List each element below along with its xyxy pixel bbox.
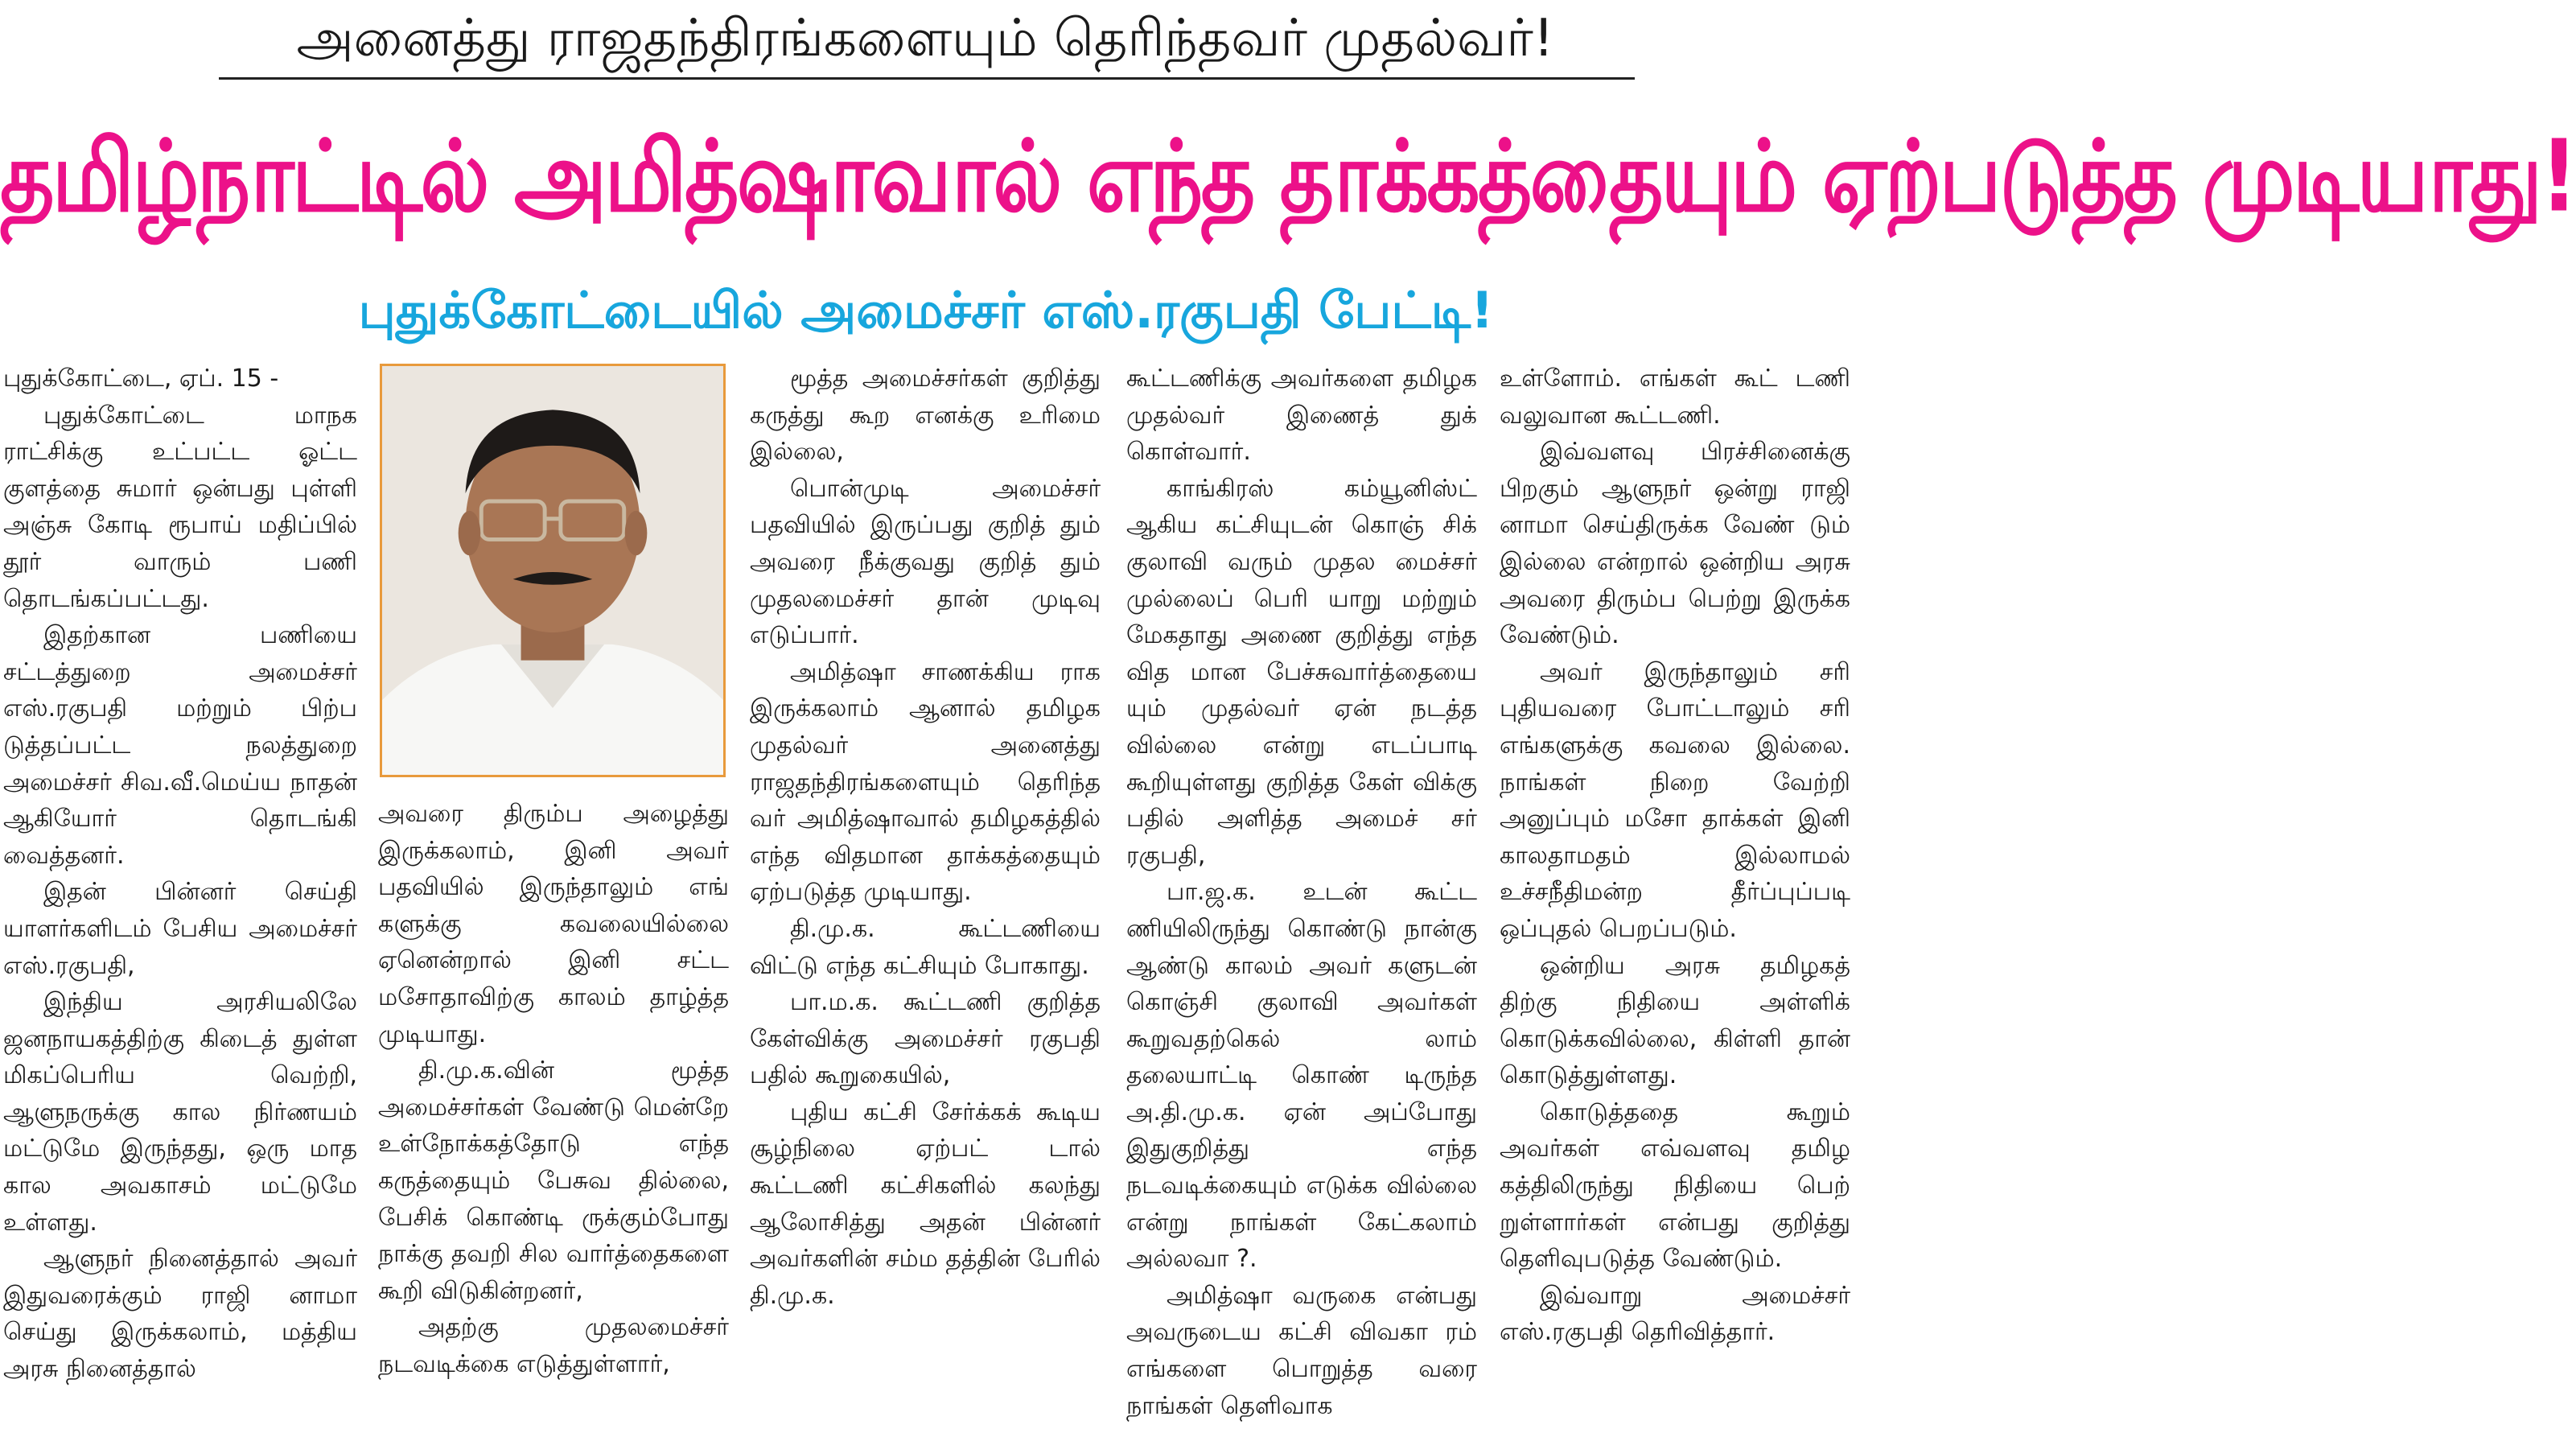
- paragraph: ஆளுநர் நினைத்தால் அவர் இதுவரைக்கும் ராஜி னாமா செய்து இருக்கலாம், மத்திய அரசு நினைத்தால்: [3, 1245, 357, 1384]
- paragraph: தி.மு.க.வின் மூத்த அமைச்சர்கள் வேண்டு மென்றே உள்நோக்கத்தோடு எந்த கருத்தையும் பேசுவ தில்லை, பேசிக் கொண்டி ருக்கும்போது நாக்கு தவறி சில வார்த்தைகளை கூறி விடுகின்றனர்,: [378, 1056, 729, 1305]
- paragraph: அவர் இருந்தாலும் சரி புதியவரை போட்டாலும் சரி எங்களுக்கு கவலை இல்லை. நாங்கள் நிறை வேற்றி அனுப்பும் மசோ தாக்கள் இனி காலதாமதம் இல்லாமல் உச்சநீதிமன்ற தீர்ப்புப்படி ஒப்புதல் பெறப்படும்.: [1500, 657, 1850, 943]
- paragraph: உள்ளோம். எங்கள் கூட் டணி வலுவான கூட்டணி.: [1500, 364, 1850, 430]
- paragraph: ஒன்றிய அரசு தமிழகத் திற்கு நிதியை அள்ளிக் கொடுக்கவில்லை, கிள்ளி தான் கொடுத்துள்ளது.: [1500, 951, 1850, 1090]
- main-headline: தமிழ்நாட்டில் அமித்ஷாவால் எந்த தாக்கத்தையும் ஏற்படுத்த முடியாது!: [0, 118, 2576, 234]
- paragraph: புதுக்கோட்டை மாநக ராட்சிக்கு உட்பட்ட ஓட்ட குளத்தை சுமார் ஒன்பது புள்ளி அஞ்சு கோடி ரூபாய் மதிப்பில் தூர் வாரும் பணி தொடங்கப்பட்டது.: [3, 401, 357, 613]
- paragraph: பா.ம.க. கூட்டணி குறித்த கேள்விக்கு அமைச்சர் ரகுபதி பதில் கூறுகையில்,: [750, 988, 1101, 1090]
- paragraph: மூத்த அமைச்சர்கள் குறித்து கருத்து கூற எனக்கு உரிமை இல்லை,: [750, 364, 1101, 467]
- paragraph: பா.ஜ.க. உடன் கூட்ட ணியிலிருந்து கொண்டு நான்கு ஆண்டு காலம் அவர் களுடன் கொஞ்சி குலாவி அவர்கள் கூறுவதற்கெல் லாம் தலையாட்டி கொண் டிருந்த அ.தி.மு.க. ஏன் அப்போது இதுகுறித்து எந்த நடவடிக்கையும் எடுக்க வில்லை என்று நாங்கள் கேட்கலாம் அல்லவா ?.: [1126, 878, 1477, 1274]
- paragraph: அதற்கு முதலமைச்சர் நடவடிக்கை எடுத்துள்ளார்,: [378, 1313, 729, 1378]
- article-column-3: [750, 360, 1101, 1437]
- article-column-1: [3, 360, 357, 1437]
- kicker-underline: [219, 77, 1635, 80]
- paragraph: இதற்கான பணியை சட்டத்துறை அமைச்சர் எஸ்.ரகுபதி மற்றும் பிற்ப டுத்தப்பட்ட நலத்துறை அமைச்சர் சிவ.வீ.மெய்ய நாதன் ஆகியோர் தொடங்கி வைத்தனர்.: [3, 621, 357, 870]
- paragraph: இவ்வாறு அமைச்சர் எஸ்.ரகுபதி தெரிவித்தார்.: [1500, 1281, 1850, 1347]
- paragraph: அமித்ஷா சாணக்கிய ராக இருக்கலாம் ஆனால் தமிழக முதல்வர் அனைத்து ராஜதந்திரங்களையும் தெரிந்த வர் அமித்ஷாவால் தமிழகத்தில் எந்த விதமான தாக்கத்தையும் ஏற்படுத்த முடியாது.: [750, 657, 1101, 907]
- paragraph: புதிய கட்சி சேர்க்கக் கூடிய சூழ்நிலை ஏற்பட் டால் கூட்டணி கட்சிகளில் கலந்து ஆலோசித்து அதன் பின்னர் அவர்களின் சம்ம தத்தின் பேரில் தி.மு.க.: [750, 1097, 1101, 1310]
- article-column-4: [1126, 360, 1477, 1437]
- article-column-5: [1500, 360, 1850, 1437]
- portrait-photo-icon: [382, 366, 723, 775]
- paragraph: பொன்முடி அமைச்சர் பதவியில் இருப்பது குறித் தும் அவரை நீக்குவது குறித் தும் முதலமைச்சர் தான் முடிவு எடுப்பார்.: [750, 474, 1101, 650]
- paragraph: அவரை திரும்ப அழைத்து இருக்கலாம், இனி அவர் பதவியில் இருந்தாலும் எங் களுக்கு கவலையில்லை ஏனென்றால் இனி சட்ட மசோதாவிற்கு காலம் தாழ்த்த முடியாது.: [378, 800, 729, 1048]
- paragraph: இதன் பின்னர் செய்தி யாளர்களிடம் பேசிய அமைச்சர் எஸ்.ரகுபதி,: [3, 878, 357, 980]
- paragraph: தி.மு.க. கூட்டணியை விட்டு எந்த கட்சியும் போகாது.: [750, 914, 1101, 980]
- dateline: புதுக்கோட்டை, ஏப். 15 -: [3, 364, 279, 393]
- paragraph: கொடுத்ததை கூறும் அவர்கள் எவ்வளவு தமிழ கத்திலிருந்து நிதியை பெற் றுள்ளார்கள் என்பது குறித்து தெளிவுபடுத்த வேண்டும்.: [1500, 1097, 1850, 1274]
- minister-photo: [380, 364, 726, 777]
- paragraph: அமித்ஷா வருகை என்பது அவருடைய கட்சி விவகா ரம் எங்களை பொறுத்த வரை நாங்கள் தெளிவாக: [1126, 1281, 1477, 1420]
- paragraph: இவ்வளவு பிரச்சினைக்கு பிறகும் ஆளுநர் ஒன்று ராஜி னாமா செய்திருக்க வேண் டும் இல்லை என்றால் ஒன்றிய அரசு அவரை திரும்ப பெற்று இருக்க வேண்டும்.: [1500, 438, 1850, 650]
- paragraph: காங்கிரஸ் கம்யூனிஸ்ட் ஆகிய கட்சியுடன் கொஞ் சிக் குலாவி வரும் முதல மைச்சர் முல்லைப் பெரி யாறு மற்றும் மேகதாது அணை குறித்து எந்த வித மான பேச்சுவார்த்தையை யும் முதல்வர் ஏன் நடத்த வில்லை என்று எடப்பாடி கூறியுள்ளது குறித்த கேள் விக்கு பதில் அளித்த அமைச் சர் ரகுபதி,: [1126, 474, 1477, 870]
- paragraph: கூட்டணிக்கு அவர்களை தமிழக முதல்வர் இணைத் துக் கொள்வார்.: [1126, 364, 1477, 467]
- kicker-headline: அனைத்து ராஜதந்திரங்களையும் தெரிந்தவர் முதல்வர்!: [296, 9, 1554, 68]
- article-column-2: [378, 796, 729, 1437]
- sub-headline: புதுக்கோட்டையில் அமைச்சர் எஸ்.ரகுபதி பேட்டி!: [358, 281, 1494, 340]
- paragraph: இந்திய அரசியலிலே ஜனநாயகத்திற்கு கிடைத் துள்ள மிகப்பெரிய வெற்றி, ஆளுநருக்கு கால நிர்ணயம் மட்டுமே இருந்தது, ஒரு மாத கால அவகாசம் மட்டுமே உள்ளது.: [3, 988, 357, 1237]
